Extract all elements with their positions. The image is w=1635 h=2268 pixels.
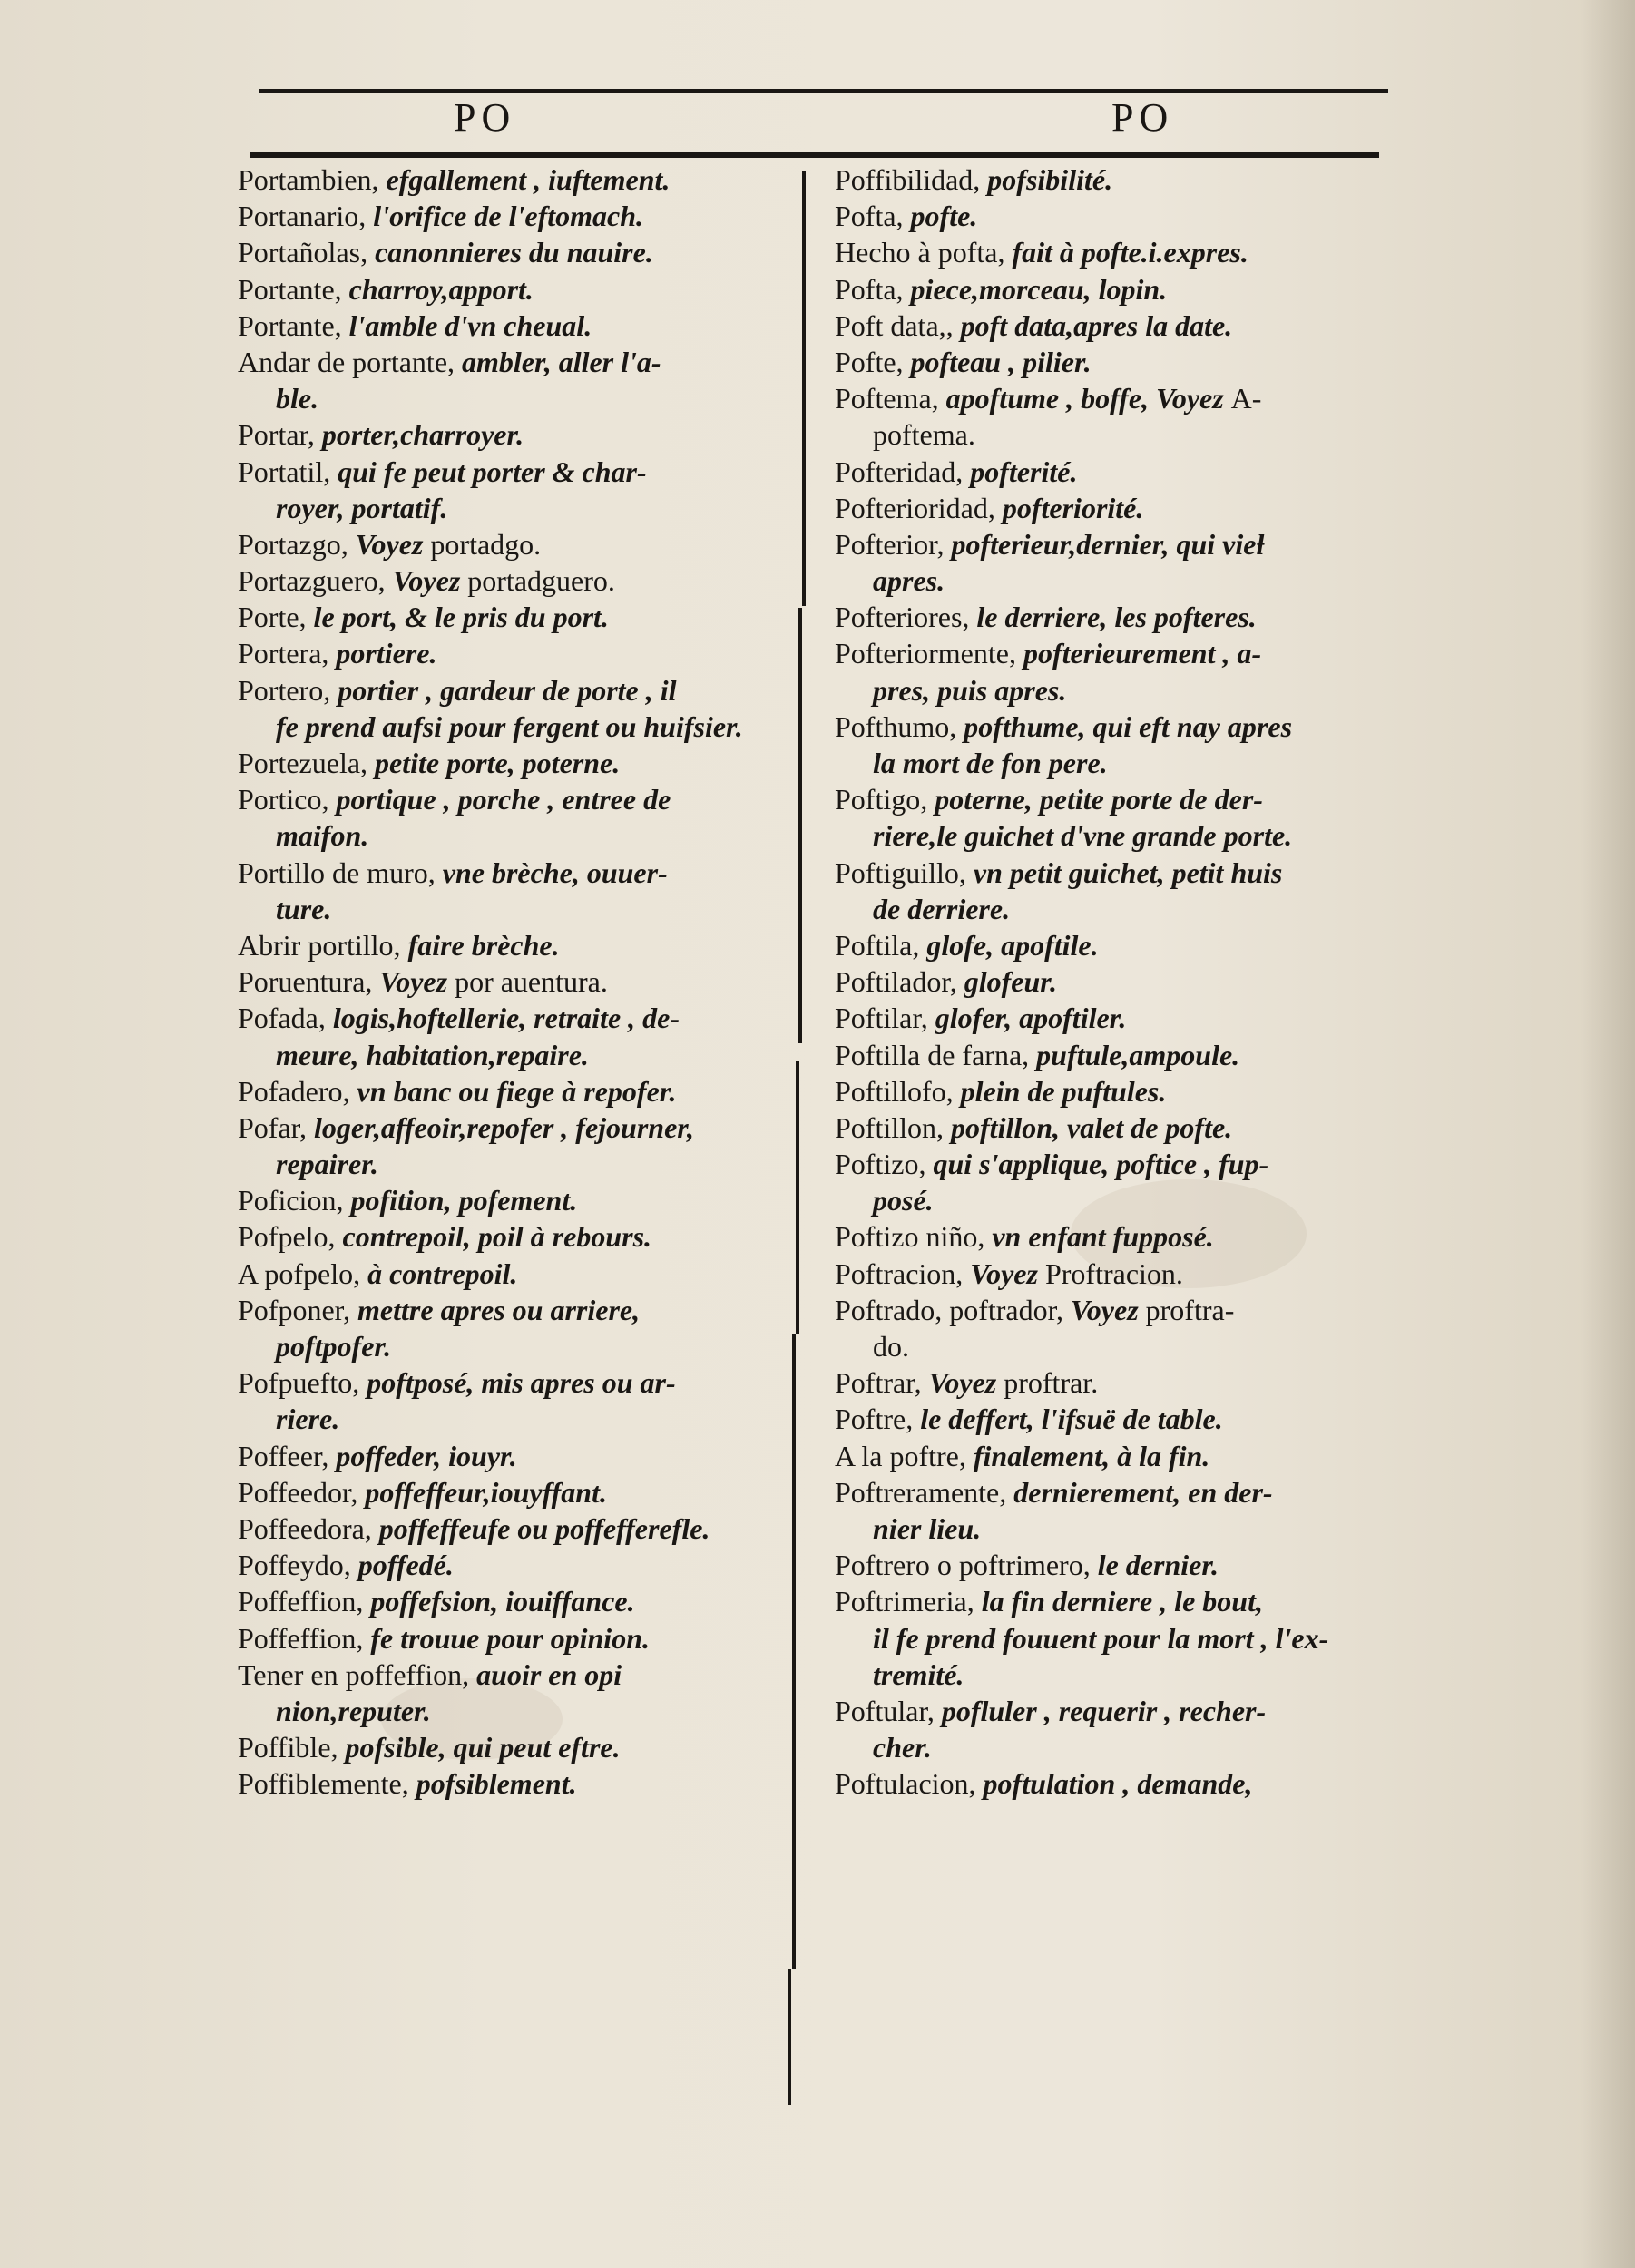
dictionary-entry-line: [238, 1000, 837, 1036]
entry-continuation-line: [238, 1693, 837, 1729]
entry-continuation-line: [835, 562, 1434, 599]
french-translation: le deffert, l'ifsuë de table.: [920, 1403, 1223, 1436]
spanish-term: Poftilar,: [835, 1002, 935, 1035]
dictionary-entry-line: [835, 1110, 1434, 1146]
spanish-term: Poftrero o poftrimero,: [835, 1549, 1098, 1582]
spanish-term: Pofta,: [835, 272, 911, 306]
french-translation: ble.: [276, 382, 319, 415]
left-column: [238, 161, 837, 1802]
dictionary-entry-line: [238, 198, 837, 234]
french-translation: à contrepoil.: [367, 1256, 518, 1290]
dictionary-entry-line: [835, 1364, 1434, 1401]
dictionary-entry-line: [835, 855, 1434, 891]
spanish-term: Poffible,: [238, 1731, 346, 1765]
french-translation: ambler, aller l'a-: [462, 345, 661, 378]
spanish-term: portadgo.: [430, 527, 542, 561]
dictionary-entry-line: [835, 234, 1434, 270]
spanish-term: Poftillofo,: [835, 1074, 961, 1108]
spanish-term: Pofteridad,: [835, 455, 971, 488]
spanish-term: Pofta,: [835, 200, 911, 233]
spanish-term: Portero,: [238, 673, 338, 707]
dictionary-entry-line: [835, 161, 1434, 198]
dictionary-entry-line: [238, 1474, 837, 1510]
dictionary-entry-line: [238, 234, 837, 270]
spanish-term: Portañolas,: [238, 236, 376, 269]
entry-continuation-line: [238, 1328, 837, 1364]
spanish-term: Poftiguillo,: [835, 855, 974, 889]
french-translation: portiere.: [336, 637, 437, 670]
french-translation: loger,affeoir,repofer , fejourner,: [314, 1110, 694, 1144]
entry-continuation-line: [238, 891, 837, 927]
spanish-term: A-: [1230, 382, 1262, 415]
spanish-term: Poft data,,: [835, 308, 961, 342]
dictionary-entry-line: [238, 1657, 837, 1693]
spanish-term: A pofpelo,: [238, 1256, 368, 1290]
french-translation: petite porte, poterne.: [375, 747, 621, 779]
entry-continuation-line: [238, 709, 837, 745]
entry-continuation-line: [238, 1037, 837, 1073]
entry-continuation-line: [238, 1146, 837, 1182]
french-translation: glofeur.: [964, 965, 1057, 999]
dictionary-entry-line: [835, 781, 1434, 817]
spanish-term: A la poftre,: [835, 1439, 974, 1472]
spanish-term: Pofpuefto,: [238, 1366, 367, 1400]
dictionary-entry-line: [835, 1765, 1434, 1802]
spanish-term: Portico,: [238, 783, 337, 816]
spanish-term: Poftema,: [835, 382, 946, 415]
spanish-term: Poftilador,: [835, 965, 964, 999]
french-translation: Voyez: [928, 1366, 1004, 1400]
french-translation: vn banc ou fiege à repofer.: [357, 1074, 677, 1108]
spanish-term: Pofteriores,: [835, 601, 977, 634]
french-translation: royer, portatif.: [276, 491, 448, 524]
dictionary-entry-line: [835, 1000, 1434, 1036]
spanish-term: poftema.: [873, 418, 975, 452]
spanish-term: Portanario,: [238, 200, 374, 233]
dictionary-entry-line: [835, 709, 1434, 745]
dictionary-entry-line: [835, 1146, 1434, 1182]
entry-continuation-line: [238, 380, 837, 416]
spanish-term: Poftular,: [835, 1694, 942, 1727]
spanish-term: Pofadero,: [238, 1074, 357, 1108]
spanish-term: Portezuela,: [238, 747, 376, 779]
french-translation: poterne, petite porte de der-: [935, 783, 1263, 816]
french-translation: pofterité.: [970, 455, 1078, 488]
spanish-term: Poffibilidad,: [835, 163, 988, 196]
column-divider: [788, 1969, 791, 2105]
spanish-term: Poftizo,: [835, 1148, 934, 1181]
running-head-right: PO: [1111, 95, 1174, 140]
spanish-term: Pofthumo,: [835, 709, 964, 743]
french-translation: la mort de fon pere.: [873, 747, 1108, 779]
french-translation: puftule,ampoule.: [1036, 1038, 1240, 1071]
french-translation: pofsiblement.: [416, 1767, 577, 1801]
french-translation: mettre apres ou arriere,: [357, 1293, 641, 1326]
dictionary-entry-line: [835, 454, 1434, 490]
dictionary-entry-line: [238, 1547, 837, 1583]
entry-continuation-line: [238, 817, 837, 854]
french-translation: Voyez: [1070, 1293, 1146, 1326]
dictionary-entry-line: [238, 635, 837, 671]
column-divider: [792, 1334, 796, 1969]
dictionary-entry-line: [835, 1438, 1434, 1474]
spanish-term: Poftrimeria,: [835, 1585, 982, 1618]
spanish-term: Poffeedora,: [238, 1511, 379, 1545]
spanish-term: Poftila,: [835, 928, 927, 962]
french-translation: piece,morceau, lopin.: [910, 272, 1168, 306]
french-translation: le dernier.: [1097, 1549, 1219, 1582]
french-translation: nion,reputer.: [276, 1694, 431, 1727]
entry-continuation-line: [238, 490, 837, 526]
french-translation: apoftume , boffe, Voyez: [945, 382, 1231, 415]
french-translation: Voyez: [970, 1256, 1045, 1290]
french-translation: pofte.: [910, 200, 978, 233]
french-translation: le port, & le pris du port.: [313, 601, 609, 634]
french-translation: le derriere, les pofteres.: [976, 601, 1257, 634]
french-translation: qui s'applique, poftice , fup-: [933, 1148, 1269, 1181]
dictionary-entry-line: [238, 855, 837, 891]
spanish-term: Pofterioridad,: [835, 491, 1003, 524]
dictionary-entry-line: [835, 271, 1434, 308]
french-translation: charroy,apport.: [348, 272, 534, 306]
dictionary-entry-line: [238, 927, 837, 963]
spanish-term: Proftracion.: [1044, 1256, 1183, 1290]
spanish-term: Portante,: [238, 272, 349, 306]
french-translation: poffeffeur,iouyffant.: [365, 1475, 607, 1509]
french-translation: canonnieres du nauire.: [375, 236, 653, 269]
spanish-term: Poffeydo,: [238, 1549, 358, 1582]
dictionary-entry-line: [238, 271, 837, 308]
entry-continuation-line: [835, 1657, 1434, 1693]
spanish-term: Poftracion,: [835, 1256, 971, 1290]
french-translation: qui fe peut porter & char-: [338, 455, 647, 488]
dictionary-entry-line: [835, 1218, 1434, 1255]
french-translation: Voyez: [392, 564, 468, 598]
french-translation: pofterieurement , a-: [1023, 637, 1262, 670]
french-translation: l'amble d'vn cheual.: [348, 308, 592, 342]
dictionary-entry-line: [238, 1729, 837, 1765]
spanish-term: Porte,: [238, 601, 314, 634]
dictionary-entry-line: [238, 344, 837, 380]
spanish-term: Pofar,: [238, 1110, 315, 1144]
entry-continuation-line: [835, 891, 1434, 927]
french-translation: portique , porche , entree de: [336, 783, 671, 816]
french-translation: la fin derniere , le bout,: [981, 1585, 1263, 1618]
french-translation: poftpofer.: [276, 1330, 392, 1363]
french-translation: vn enfant fupposé.: [992, 1220, 1214, 1254]
entry-continuation-line: [835, 1182, 1434, 1218]
french-translation: poffefsion, iouiffance.: [370, 1585, 635, 1618]
french-translation: poffeffeufe ou poffefferefle.: [378, 1511, 710, 1545]
spanish-term: Poffiblemente,: [238, 1767, 416, 1801]
spanish-term: Poftizo niño,: [835, 1220, 993, 1254]
entry-continuation-line: [835, 817, 1434, 854]
french-translation: tremité.: [873, 1657, 964, 1691]
french-translation: poftposé, mis apres ou ar-: [367, 1366, 676, 1400]
spanish-term: Poffeffion,: [238, 1585, 371, 1618]
spanish-term: Pofte,: [835, 345, 911, 378]
dictionary-entry-line: [835, 635, 1434, 671]
spanish-term: Portante,: [238, 308, 349, 342]
french-translation: glofer, apoftiler.: [935, 1002, 1127, 1035]
french-translation: efgallement , iuftement.: [386, 163, 671, 196]
french-translation: pofthume, qui eft nay apres: [964, 709, 1293, 743]
dictionary-entry-line: [238, 1438, 837, 1474]
dictionary-entry-line: [238, 1292, 837, 1328]
spanish-term: Poftulacion,: [835, 1767, 984, 1801]
french-translation: de derriere.: [873, 892, 1011, 925]
french-translation: contrepoil, poil à rebours.: [342, 1220, 652, 1254]
column-divider: [798, 608, 802, 1043]
dictionary-entry-line: [835, 490, 1434, 526]
dictionary-entry-line: [835, 308, 1434, 344]
dictionary-entry-line: [238, 781, 837, 817]
spanish-term: Pofpelo,: [238, 1220, 343, 1254]
french-translation: l'orifice de l'eftomach.: [373, 200, 643, 233]
dictionary-entry-line: [835, 380, 1434, 416]
french-translation: vn petit guichet, petit huis: [973, 855, 1283, 889]
spanish-term: Pofponer,: [238, 1293, 358, 1326]
french-translation: posé.: [873, 1184, 934, 1217]
french-translation: pofteau , pilier.: [910, 345, 1092, 378]
dictionary-entry-line: [238, 1218, 837, 1255]
french-translation: poftillon, valet de pofte.: [951, 1110, 1233, 1144]
dictionary-entry-line: [238, 526, 837, 562]
spanish-term: portadguero.: [467, 564, 615, 598]
spanish-term: Poftillon,: [835, 1110, 952, 1144]
column-divider: [802, 171, 806, 606]
french-translation: ture.: [276, 892, 332, 925]
dictionary-entry-line: [238, 1583, 837, 1619]
entry-continuation-line: [835, 416, 1434, 453]
french-translation: fe prend aufsi pour fergent ou huifsier.: [276, 709, 743, 743]
french-translation: maifon.: [276, 819, 369, 853]
dictionary-entry-line: [835, 526, 1434, 562]
dictionary-entry-line: [238, 1510, 837, 1547]
french-translation: cher.: [873, 1731, 932, 1765]
dictionary-entry-line: [238, 599, 837, 635]
spanish-term: Poftilla de farna,: [835, 1038, 1037, 1071]
dictionary-entry-line: [835, 1693, 1434, 1729]
french-translation: vne brèche, ouuer-: [442, 855, 668, 889]
french-translation: fait à pofte.i.expres.: [1012, 236, 1248, 269]
right-column: [835, 161, 1434, 1802]
page-edge-shadow: [1581, 0, 1635, 2268]
spanish-term: Pofada,: [238, 1002, 333, 1035]
dictionary-entry-line: [238, 308, 837, 344]
dictionary-entry-line: [238, 1620, 837, 1657]
dictionary-entry-line: [238, 1110, 837, 1146]
french-translation: pofsible, qui peut eftre.: [345, 1731, 621, 1765]
dictionary-entry-line: [835, 1073, 1434, 1110]
spanish-term: por auentura.: [455, 965, 608, 999]
dictionary-entry-line: [835, 1401, 1434, 1437]
dictionary-entry-line: [238, 1182, 837, 1218]
french-translation: dernierement, en der-: [1013, 1475, 1273, 1509]
french-translation: Voyez: [379, 965, 455, 999]
french-translation: porter,charroyer.: [321, 418, 524, 452]
spanish-term: Portar,: [238, 418, 322, 452]
spanish-term: Portera,: [238, 637, 337, 670]
spanish-term: Portazgo,: [238, 527, 356, 561]
entry-continuation-line: [835, 672, 1434, 709]
spanish-term: Poruentura,: [238, 965, 380, 999]
spanish-term: Portatil,: [238, 455, 338, 488]
spanish-term: Poftrado, poftrador,: [835, 1293, 1071, 1326]
dictionary-entry-line: [238, 454, 837, 490]
dictionary-entry-line: [238, 161, 837, 198]
spanish-term: Poftrar,: [835, 1366, 929, 1400]
french-translation: pres, puis apres.: [873, 673, 1067, 707]
spanish-term: Poftre,: [835, 1403, 921, 1436]
dictionary-entry-line: [835, 599, 1434, 635]
spanish-term: Pofterior,: [835, 527, 952, 561]
spanish-term: Hecho à pofta,: [835, 236, 1013, 269]
french-translation: logis,hoftellerie, retraite , de-: [332, 1002, 680, 1035]
running-head-left: PO: [454, 95, 516, 140]
french-translation: plein de puftules.: [960, 1074, 1167, 1108]
dictionary-entry-line: [238, 1364, 837, 1401]
french-translation: poftulation , demande,: [983, 1767, 1253, 1801]
french-translation: poft data,apres la date.: [960, 308, 1233, 342]
spanish-term: Pofteriormente,: [835, 637, 1023, 670]
dictionary-entry-line: [238, 672, 837, 709]
entry-continuation-line: [238, 1401, 837, 1437]
french-translation: pofluler , requerir , recher-: [941, 1694, 1267, 1727]
dictionary-entry-line: [835, 927, 1434, 963]
spanish-term: do.: [873, 1330, 909, 1363]
dictionary-entry-line: [238, 963, 837, 1000]
dictionary-entry-line: [835, 198, 1434, 234]
entry-continuation-line: [835, 1510, 1434, 1547]
spanish-term: proftrar.: [1004, 1366, 1099, 1400]
french-translation: nier lieu.: [873, 1511, 982, 1545]
french-translation: riere.: [276, 1403, 340, 1436]
french-translation: meure, habitation,repaire.: [276, 1038, 589, 1071]
french-translation: pofteriorité.: [1002, 491, 1144, 524]
dictionary-entry-line: [835, 1474, 1434, 1510]
dictionary-entry-line: [238, 1256, 837, 1292]
header-top-rule: [259, 89, 1388, 93]
spanish-term: Poftigo,: [835, 783, 935, 816]
french-translation: pofition, pofement.: [350, 1184, 578, 1217]
french-translation: Voyez: [355, 527, 431, 561]
spanish-term: Poffeer,: [238, 1439, 337, 1472]
french-translation: poffeder, iouyr.: [336, 1439, 517, 1472]
dictionary-entry-line: [835, 1583, 1434, 1619]
dictionary-entry-line: [238, 416, 837, 453]
dictionary-entry-line: [238, 745, 837, 781]
french-translation: pofterieur,dernier, qui vieƚ: [951, 527, 1265, 561]
french-translation: pofsibilité.: [987, 163, 1113, 196]
spanish-term: Poffeffion,: [238, 1621, 371, 1655]
dictionary-entry-line: [835, 344, 1434, 380]
spanish-term: Portazguero,: [238, 564, 393, 598]
french-translation: apres.: [873, 564, 945, 598]
french-translation: riere,le guichet d'vne grande porte.: [873, 819, 1293, 853]
spanish-term: Andar de portante,: [238, 345, 463, 378]
spanish-term: Abrir portillo,: [238, 928, 408, 962]
spanish-term: proftra-: [1145, 1293, 1235, 1326]
header-bottom-rule: [250, 152, 1379, 158]
dictionary-entry-line: [835, 1292, 1434, 1328]
french-translation: finalement, à la fin.: [973, 1439, 1210, 1472]
french-translation: portier , gardeur de porte , il: [338, 673, 677, 707]
spanish-term: Portambien,: [238, 163, 387, 196]
french-translation: faire brèche.: [407, 928, 560, 962]
french-translation: fe trouue pour opinion.: [370, 1621, 650, 1655]
spanish-term: Poffeedor,: [238, 1475, 366, 1509]
spanish-term: Portillo de muro,: [238, 855, 443, 889]
french-translation: auoir en opi: [476, 1657, 622, 1691]
dictionary-entry-line: [835, 1037, 1434, 1073]
entry-continuation-line: [835, 745, 1434, 781]
dictionary-entry-line: [238, 1765, 837, 1802]
column-divider: [796, 1061, 799, 1334]
entry-continuation-line: [835, 1328, 1434, 1364]
dictionary-entry-line: [835, 1256, 1434, 1292]
dictionary-entry-line: [835, 1547, 1434, 1583]
french-translation: poffedé.: [357, 1549, 454, 1582]
dictionary-entry-line: [238, 562, 837, 599]
spanish-term: Poficion,: [238, 1184, 351, 1217]
entry-continuation-line: [835, 1729, 1434, 1765]
french-translation: repairer.: [276, 1148, 378, 1181]
dictionary-entry-line: [238, 1073, 837, 1110]
spanish-term: Tener en poffeffion,: [238, 1657, 477, 1691]
french-translation: glofe, apoftile.: [926, 928, 1099, 962]
spanish-term: Poftreramente,: [835, 1475, 1014, 1509]
entry-continuation-line: [835, 1620, 1434, 1657]
dictionary-entry-line: [835, 963, 1434, 1000]
french-translation: il fe prend fouuent pour la mort , l'ex-: [873, 1621, 1329, 1655]
